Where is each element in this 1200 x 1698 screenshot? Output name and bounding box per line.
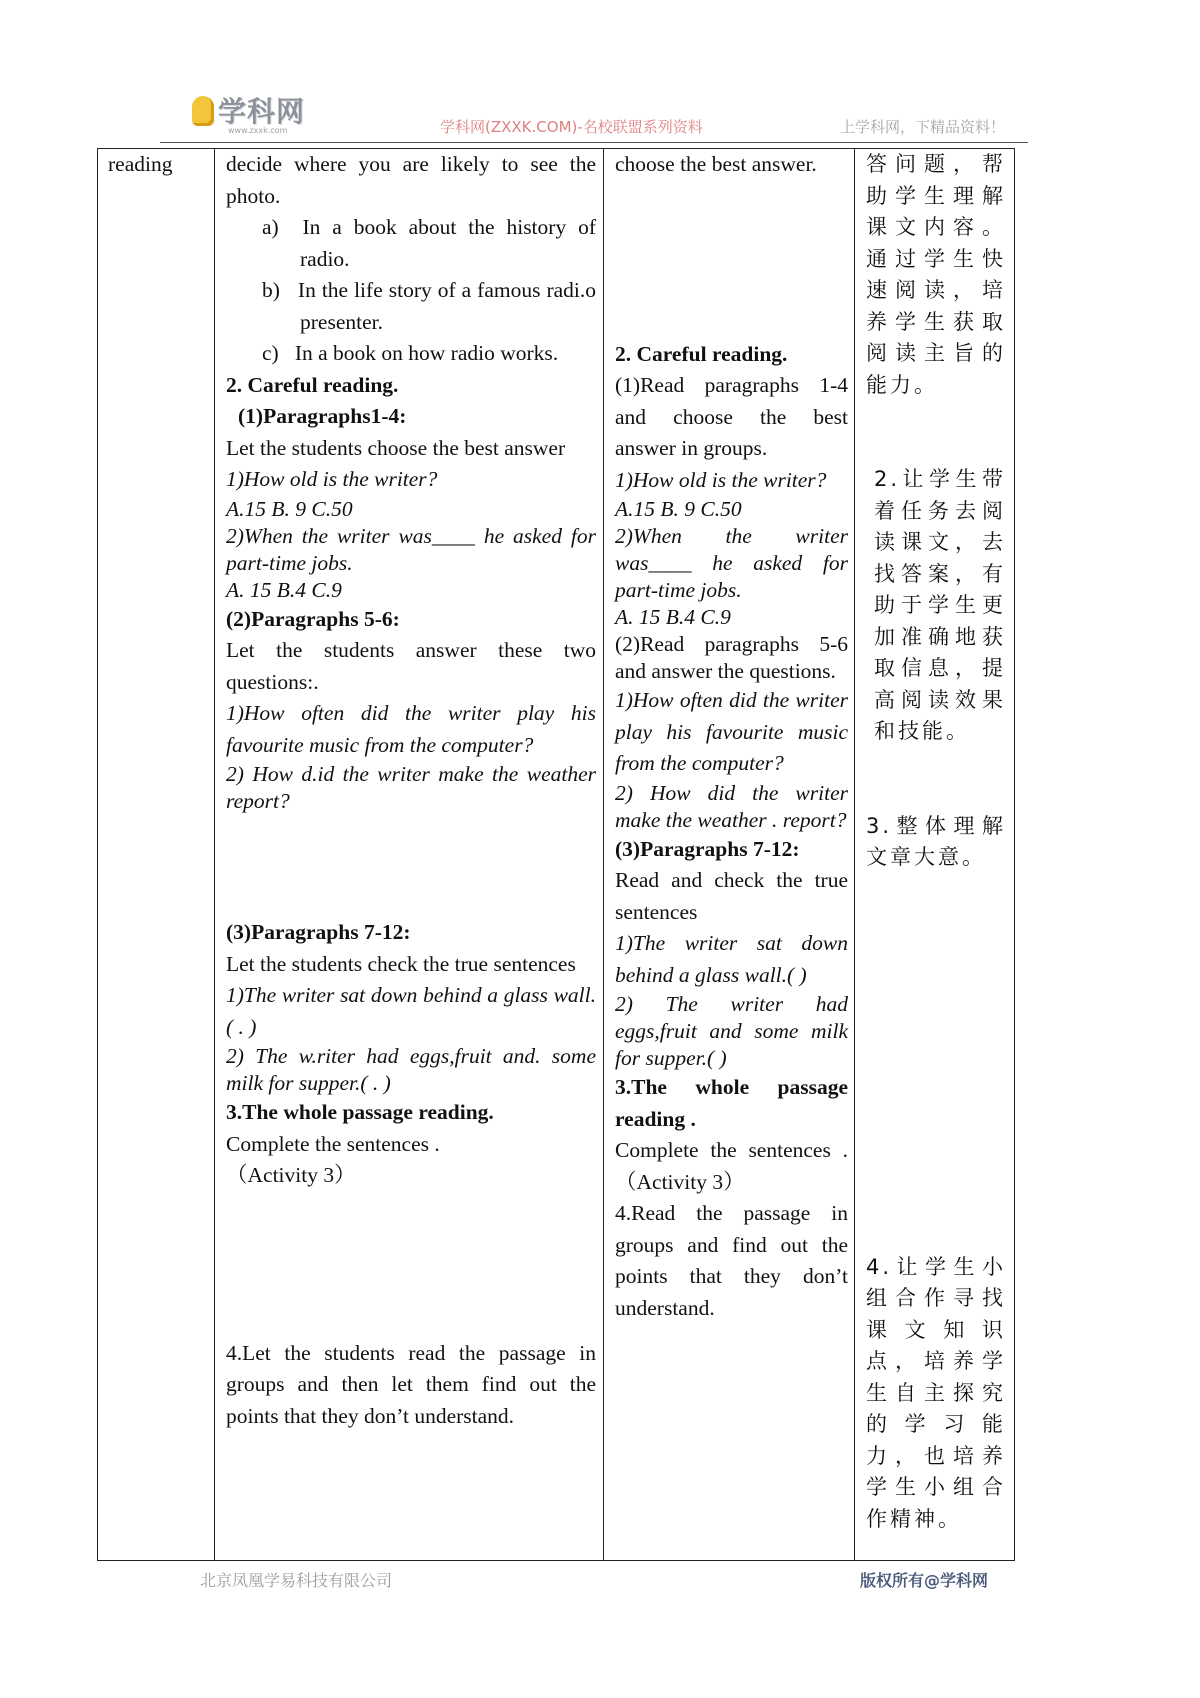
paragraphs-7-12-task: Read and check the true sentences — [615, 868, 848, 924]
purpose-note-3: 3.整体理解文章大意。 — [866, 813, 1006, 869]
question-4: 2) How d.id the writer make the weather report? — [226, 762, 596, 813]
student-activity-column — [615, 149, 848, 1324]
stage-column — [108, 149, 208, 181]
question-4: 2) How did the writer make the weather . report? — [615, 780, 848, 832]
question-2: 2)When the writer was____ he asked for part-time jobs. — [615, 524, 848, 602]
question-2-options: A. 15 B.4 C.9 — [615, 605, 731, 629]
lesson-plan-table — [97, 148, 1015, 1561]
logo-url: www.zxxk.com — [228, 126, 288, 135]
true-sentence-2: 2) The writer had eggs,fruit and some milk for supper.( ) — [615, 992, 848, 1070]
site-logo — [192, 88, 332, 138]
purpose-column — [866, 149, 1006, 1535]
paragraphs-7-12-heading: (3)Paragraphs 7-12: — [226, 920, 411, 944]
question-1: 1)How old is the writer? — [226, 467, 438, 491]
question-2-options: A. 15 B.4 C.9 — [226, 577, 342, 602]
option-b: b) In the life story of a famous radi.o presenter. — [262, 278, 597, 334]
question-2: 2)When the writer was____ he asked for part-time jobs. — [226, 523, 596, 575]
group-reading-task: 4.Read the passage in groups and find out the points that they don’t understand. — [615, 1201, 848, 1320]
true-sentence-2: 2) The w.riter had eggs,fruit and. some milk for supper.( . ) — [226, 1044, 596, 1095]
true-sentence-1: 1)The writer sat down behind a glass wall.( ) — [615, 931, 848, 987]
whole-passage-heading: 3.The whole passage reading . — [615, 1075, 848, 1131]
column-divider — [603, 149, 604, 1560]
purpose-note-4: 4.让学生小组合作寻找课文知识点，培养学生自主探究的学习能力，也培养学生小组合作精神。 — [866, 1254, 1006, 1531]
purpose-note-2: 2.让学生带着任务去阅读课文，去找答案，有助于学生更加准确地获取信息，提高阅读效果和技能。 — [874, 467, 1006, 743]
page-header — [180, 82, 1030, 142]
question-3: 1)How often did the writer play his favourite music from the computer? — [615, 688, 848, 775]
paragraphs-1-4-heading: (1)Paragraphs1-4: — [238, 404, 407, 428]
stage-label: reading — [108, 152, 173, 176]
careful-reading-heading: 2. Careful reading. — [226, 372, 399, 397]
column-divider — [854, 149, 855, 1560]
lightbulb-icon — [192, 96, 214, 126]
column-divider — [214, 149, 215, 1560]
paragraphs-5-6-instruction: Let the students answer these two questions:. — [226, 638, 596, 694]
group-reading-step: 4.Let the students read the passage in groups and then let them find out the points that they don’t understand. — [226, 1340, 596, 1428]
whole-passage-instruction: Complete the sentences . — [226, 1131, 440, 1156]
question-1-options: A.15 B. 9 C.50 — [226, 496, 353, 521]
option-a: a) In a book about the history of radio. — [262, 215, 596, 271]
true-sentence-1: 1)The writer sat down behind a glass wall.( . ) — [226, 983, 596, 1039]
teacher-activity-column — [226, 149, 596, 1432]
header-slogan: 上学科网，下精品资料！ — [840, 118, 1006, 136]
paragraphs-7-12-instruction: Let the students check the true sentences — [226, 951, 576, 976]
paragraphs-5-6-task: (2)Read paragraphs 5-6 and answer the questions. — [615, 632, 848, 683]
question-1-options: A.15 B. 9 C.50 — [615, 497, 742, 521]
purpose-note-1: 答问题，帮助学生理解课文内容。通过学生快速阅读，培养学生获取阅读主旨的能力。 — [866, 152, 1006, 397]
paragraphs-1-4-task: (1)Read paragraphs 1-4 and choose the best answer in groups. — [615, 373, 848, 460]
whole-passage-task: Complete the sentences .（Activity 3） — [615, 1138, 848, 1194]
header-divider — [160, 142, 1028, 143]
question-3: 1)How often did the writer play his favourite music from the computer? — [226, 701, 596, 757]
logo-text: 学科网 — [218, 95, 306, 128]
option-c: c) In a book on how radio works. — [262, 341, 559, 365]
header-banner-text: 学科网(ZXXK.COM)-名校联盟系列资料 — [440, 118, 703, 136]
fast-reading-task: choose the best answer. — [615, 152, 817, 176]
fast-reading-instruction: decide where you are likely to see the photo. — [226, 152, 596, 208]
careful-reading-heading: 2. Careful reading. — [615, 341, 788, 366]
paragraphs-5-6-heading: (2)Paragraphs 5-6: — [226, 606, 400, 631]
activity-reference: （Activity 3） — [226, 1163, 356, 1187]
footer-copyright: 版权所有@学科网 — [860, 1571, 989, 1590]
whole-passage-heading: 3.The whole passage reading. — [226, 1100, 494, 1124]
footer-company: 北京凤凰学易科技有限公司 — [200, 1571, 393, 1590]
paragraphs-1-4-instruction: Let the students choose the best answer — [226, 435, 566, 460]
question-1: 1)How old is the writer? — [615, 467, 827, 492]
paragraphs-7-12-heading: (3)Paragraphs 7-12: — [615, 836, 800, 861]
